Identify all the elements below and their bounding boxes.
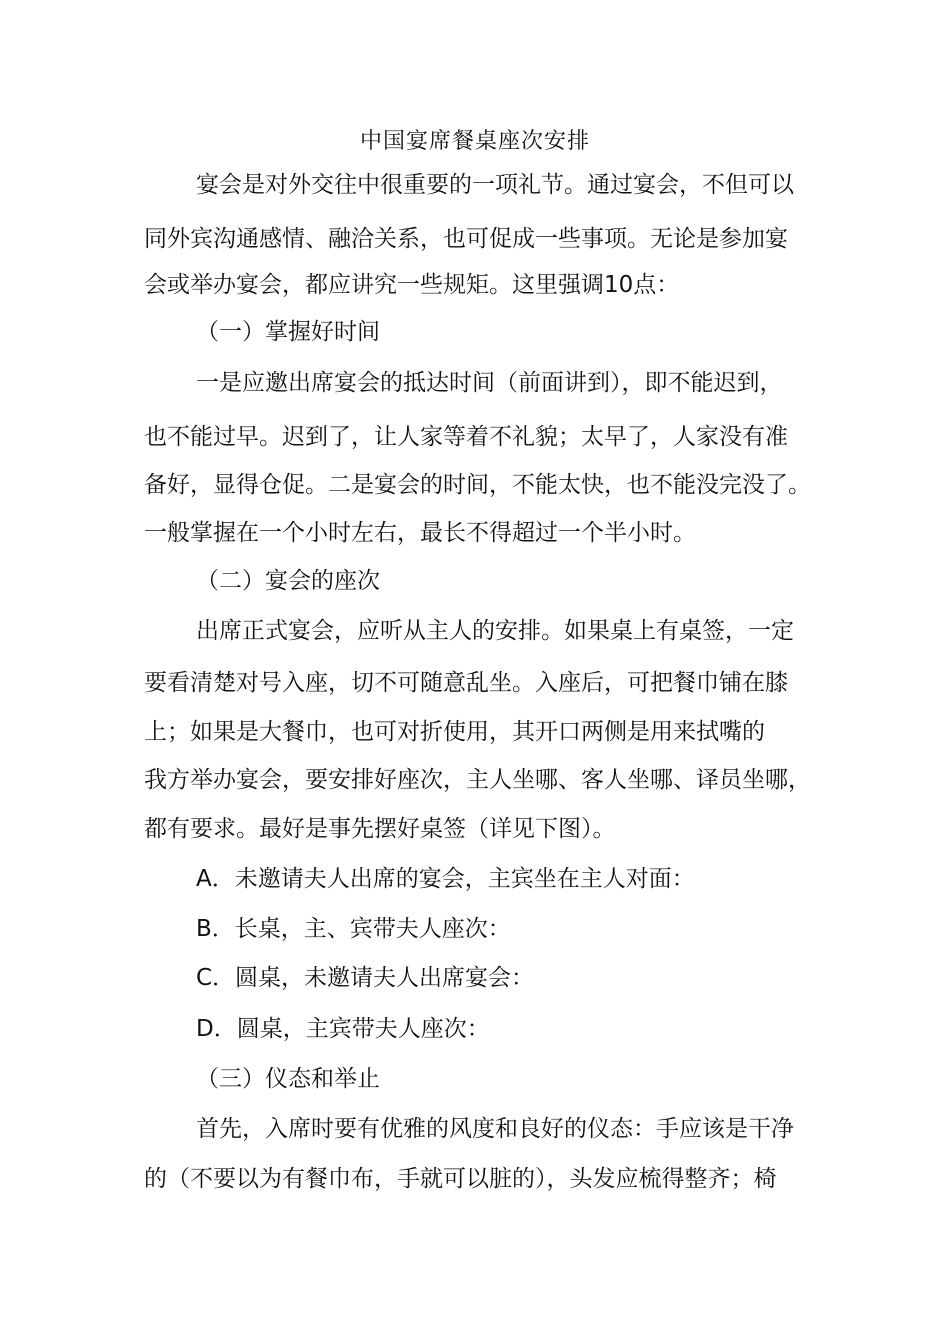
list-item-d: D．圆桌，主宾带夫人座次： bbox=[196, 1016, 490, 1042]
list-item-b: B．长桌，主、宾带夫人座次： bbox=[196, 916, 511, 942]
section1-line-1: 一是应邀出席宴会的抵达时间（前面讲到），即不能迟到， bbox=[196, 370, 783, 396]
intro-line-1: 宴会是对外交往中很重要的一项礼节。通过宴会，不但可以 bbox=[196, 172, 794, 198]
list-item-c: C．圆桌，未邀请夫人出席宴会： bbox=[196, 965, 535, 991]
document-title: 中国宴席餐桌座次安排 bbox=[359, 129, 590, 154]
section1-heading: （一）掌握好时间 bbox=[196, 319, 380, 345]
intro-line-3: 会或举办宴会，都应讲究一些规矩。这里强调10点： bbox=[144, 272, 680, 298]
section3-heading: （三）仪态和举止 bbox=[196, 1066, 380, 1092]
intro-line-2: 同外宾沟通感情、融洽关系，也可促成一些事项。无论是参加宴 bbox=[144, 226, 788, 252]
section2-line-2: 要看清楚对号入座，切不可随意乱坐。入座后，可把餐巾铺在膝 bbox=[144, 670, 788, 696]
list-item-a: A．未邀请夫人出席的宴会，主宾坐在主人对面： bbox=[196, 866, 695, 892]
section2-heading: （二）宴会的座次 bbox=[196, 568, 380, 594]
section1-line-3: 备好，显得仓促。二是宴会的时间，不能太快，也不能没完没了。 bbox=[144, 472, 811, 498]
section1-line-4: 一般掌握在一个小时左右，最长不得超过一个半小时。 bbox=[144, 520, 696, 546]
section2-line-1: 出席正式宴会，应听从主人的安排。如果桌上有桌签，一定 bbox=[196, 618, 794, 644]
section2-line-3: 上；如果是大餐巾，也可对折使用，其开口两侧是用来拭嘴的 bbox=[144, 719, 765, 745]
section2-line-5: 都有要求。最好是事先摆好桌签（详见下图）。 bbox=[144, 816, 616, 842]
section3-line-2: 的（不要以为有餐巾布，手就可以脏的），头发应梳得整齐；椅 bbox=[144, 1166, 777, 1192]
section2-line-4: 我方举办宴会，要安排好座次，主人坐哪、客人坐哪、译员坐哪， bbox=[144, 767, 811, 793]
section3-line-1: 首先，入席时要有优雅的风度和良好的仪态：手应该是干净 bbox=[196, 1116, 794, 1142]
section1-line-2: 也不能过早。迟到了，让人家等着不礼貌；太早了，人家没有准 bbox=[144, 424, 788, 450]
